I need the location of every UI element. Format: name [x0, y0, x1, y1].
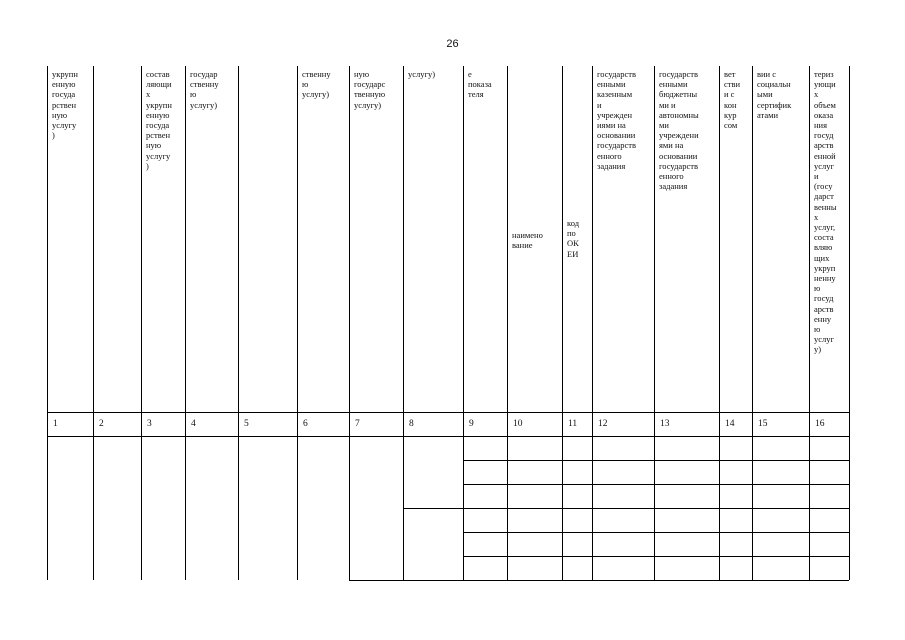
data-row-rule [463, 556, 849, 557]
column-number-11: 11 [568, 419, 578, 429]
column-rule-9 [463, 66, 464, 580]
column-rule-17 [849, 66, 850, 580]
column-rule-15 [752, 66, 753, 580]
header-cell-col-4: государ ственну ю услугу) [190, 69, 219, 110]
header-cell-col-3: состав ляющи х укрупн енную госуда рствен ную услугу ) [146, 69, 172, 171]
page-number: 26 [446, 38, 459, 50]
header-cell-col-6: ственну ю услугу) [302, 69, 331, 100]
header-cell-col-14: вет стви и с кон кур сом [724, 69, 741, 131]
column-rule-2 [93, 66, 94, 580]
column-rule-6 [297, 66, 298, 580]
data-row-rule [463, 460, 849, 461]
header-cell-col-16: териз ующи х объем оказа ния госуд арств енной услуг и (госу дарст венны х услуг, соста вляю щих укруп ненну ю госуд арств енну ю услуг у) [814, 69, 837, 355]
header-cell-col-9: е показа теля [468, 69, 492, 100]
header-cell-col-11: код по ОК ЕИ [567, 218, 580, 259]
data-row-rule [463, 508, 849, 509]
column-rule-4 [185, 66, 186, 580]
column-number-16: 16 [815, 419, 825, 429]
data-row-rule [463, 532, 849, 533]
number-row-rule [47, 436, 849, 437]
column-rule-12 [592, 66, 593, 580]
column-rule-16 [809, 66, 810, 580]
header-cell-col-10: наимено вание [512, 230, 543, 251]
data-row-rule [349, 580, 463, 581]
column-number-1: 1 [53, 419, 58, 429]
column-rule-13 [654, 66, 655, 580]
header-cell-col-1: укрупн енную госуда рствен ную услугу ) [52, 69, 78, 141]
column-rule-8 [403, 66, 404, 580]
data-row-rule [403, 508, 463, 509]
column-number-14: 14 [725, 419, 735, 429]
column-rule-14 [719, 66, 720, 580]
column-number-12: 12 [598, 419, 608, 429]
header-bottom-rule [47, 412, 849, 413]
column-rule-3 [141, 66, 142, 580]
column-number-9: 9 [469, 419, 474, 429]
column-number-3: 3 [147, 419, 152, 429]
header-cell-col-8: услугу) [408, 69, 436, 79]
header-cell-col-7: ную государс твенную услугу) [354, 69, 386, 110]
column-number-7: 7 [355, 419, 360, 429]
column-number-13: 13 [660, 419, 670, 429]
column-rule-5 [238, 66, 239, 580]
column-number-4: 4 [191, 419, 196, 429]
column-number-8: 8 [409, 419, 414, 429]
column-rule-11 [562, 66, 563, 580]
column-number-5: 5 [244, 419, 249, 429]
column-number-15: 15 [758, 419, 768, 429]
column-rule-7 [349, 66, 350, 580]
column-rule-1 [47, 66, 48, 580]
header-cell-col-15: вии с социальн ыми сертифик атами [757, 69, 792, 120]
column-number-6: 6 [303, 419, 308, 429]
column-number-2: 2 [99, 419, 104, 429]
column-rule-10 [507, 66, 508, 580]
header-cell-col-13: государств енными бюджетны ми и автономны ми учреждени ями на основании государств енного задания [659, 69, 699, 192]
data-row-rule [463, 484, 849, 485]
data-row-rule [463, 580, 849, 581]
column-number-10: 10 [513, 419, 523, 429]
header-cell-col-12: государств енными казенным и учрежден иями на основании государств енного задания [597, 69, 636, 171]
